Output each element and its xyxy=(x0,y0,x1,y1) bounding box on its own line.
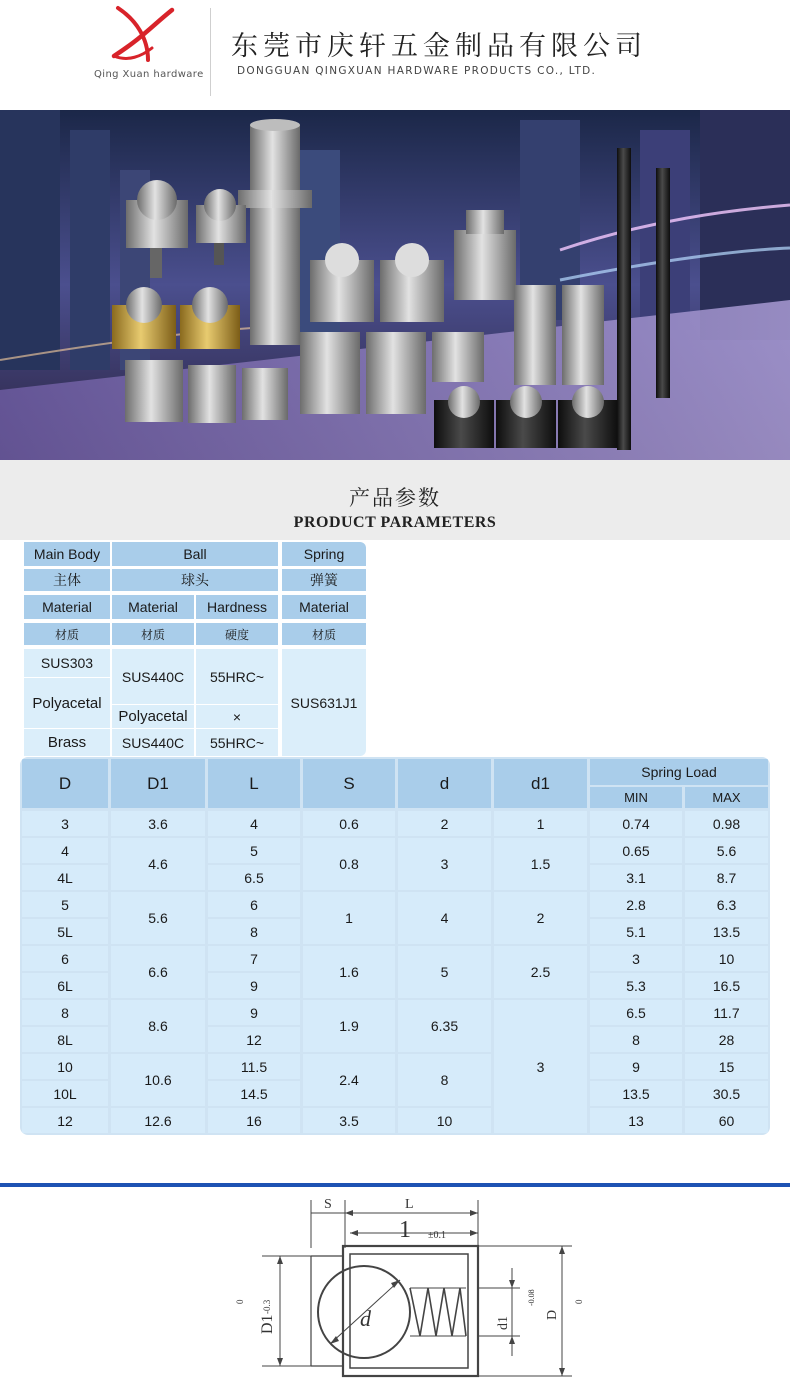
cell-d-4: 5L xyxy=(22,919,108,944)
cell-l-3: 6 xyxy=(208,892,300,917)
ball-hardness-1: 55HRC~ xyxy=(196,649,278,704)
cell-l-1: 5 xyxy=(208,838,300,863)
cell-d-6: 10 xyxy=(398,1108,491,1133)
cell-max-7: 11.7 xyxy=(685,1000,768,1025)
ball-material-2: Polyacetal xyxy=(112,705,194,728)
cell-s-6: 3.5 xyxy=(303,1108,395,1133)
cell-d-5: 8 xyxy=(398,1054,491,1106)
cell-min-8: 8 xyxy=(590,1027,682,1052)
cell-min-10: 13.5 xyxy=(590,1081,682,1106)
cell-min-5: 3 xyxy=(590,946,682,971)
cell-d-6: 6L xyxy=(22,973,108,998)
cell-min-11: 13 xyxy=(590,1108,682,1133)
section-title-en: PRODUCT PARAMETERS xyxy=(293,514,497,531)
technical-drawing xyxy=(0,1188,790,1392)
cell-d-0: 3 xyxy=(22,811,108,836)
page-header xyxy=(0,0,790,108)
cell-l-2: 6.5 xyxy=(208,865,300,890)
dim-d-label: d xyxy=(360,1306,371,1331)
cell-l-10: 14.5 xyxy=(208,1081,300,1106)
body-material-3: Brass xyxy=(24,729,110,756)
section-title-cn: 产品参数 xyxy=(349,486,441,510)
cell-min-6: 5.3 xyxy=(590,973,682,998)
col-header-spring-load: Spring Load xyxy=(590,759,768,785)
cell-d-9: 10 xyxy=(22,1054,108,1079)
cell-max-3: 6.3 xyxy=(685,892,768,917)
cell-l-0: 4 xyxy=(208,811,300,836)
ball-material-1: SUS440C xyxy=(112,649,194,704)
dim-l-tolerance: ±0.1 xyxy=(428,1230,446,1241)
cell-min-7: 6.5 xyxy=(590,1000,682,1025)
cell-d-0: 2 xyxy=(398,811,491,836)
cell-d-5: 6 xyxy=(22,946,108,971)
product-banner-image xyxy=(0,110,790,460)
section-title xyxy=(0,460,790,540)
spring-material-1: SUS631J1 xyxy=(282,649,366,756)
spring-material-header-cn: 材质 xyxy=(282,623,366,647)
cell-d1-6: 12.6 xyxy=(111,1108,205,1133)
cell-d1-1: 4.6 xyxy=(111,838,205,890)
cell-d-3: 5 xyxy=(22,892,108,917)
col-header-D: D xyxy=(22,759,108,808)
col-header-S: S xyxy=(303,759,395,808)
cell-d1-5: 10.6 xyxy=(111,1054,205,1106)
cell-l-6: 9 xyxy=(208,973,300,998)
ball-hardness-2: × xyxy=(196,705,278,728)
cell-min-0: 0.74 xyxy=(590,811,682,836)
cell-min-9: 9 xyxy=(590,1054,682,1079)
dim-d1-label: d1 xyxy=(496,1316,511,1330)
col-header-L: L xyxy=(208,759,300,808)
cell-max-9: 15 xyxy=(685,1054,768,1079)
ball-header-cn: 球头 xyxy=(112,569,278,593)
cell-max-1: 5.6 xyxy=(685,838,768,863)
dim-D1-tol-bot: -0.3 xyxy=(262,1299,272,1314)
col-header-d1: d1 xyxy=(494,759,587,808)
cell-max-2: 8.7 xyxy=(685,865,768,890)
cell-max-8: 28 xyxy=(685,1027,768,1052)
cell-d-4: 6.35 xyxy=(398,1000,491,1052)
dim-d1-tol: -0.08 xyxy=(527,1289,536,1306)
cell-d1-2: 2 xyxy=(494,892,587,944)
materials-table xyxy=(24,542,366,756)
main-body-header-en: Main Body xyxy=(24,542,110,568)
cell-l-9: 11.5 xyxy=(208,1054,300,1079)
cell-d-2: 4 xyxy=(398,892,491,944)
ball-material-header: Material xyxy=(112,595,194,621)
cell-d-1: 4 xyxy=(22,838,108,863)
spring-material-header: Material xyxy=(282,595,366,621)
ball-hardness-header-cn: 硬度 xyxy=(196,623,278,647)
cell-min-3: 2.8 xyxy=(590,892,682,917)
col-header-d: d xyxy=(398,759,491,808)
spring-header-en: Spring xyxy=(282,542,366,568)
ball-hardness-header: Hardness xyxy=(196,595,278,621)
dim-D-label: D xyxy=(545,1309,560,1320)
cell-s-5: 2.4 xyxy=(303,1054,395,1106)
section-divider xyxy=(0,1183,790,1187)
cell-s-4: 1.9 xyxy=(303,1000,395,1052)
ball-material-header-cn: 材质 xyxy=(112,623,194,647)
cell-l-5: 7 xyxy=(208,946,300,971)
main-body-header-cn: 主体 xyxy=(24,569,110,593)
body-material-2: Polyacetal xyxy=(24,678,110,728)
company-name-cn: 东莞市庆轩五金制品有限公司 xyxy=(231,31,647,62)
dim-L-label: L xyxy=(405,1197,414,1212)
cell-d1-0: 1 xyxy=(494,811,587,836)
cell-d-8: 8L xyxy=(22,1027,108,1052)
spring-header-cn: 弹簧 xyxy=(282,569,366,593)
cell-max-10: 30.5 xyxy=(685,1081,768,1106)
cell-min-2: 3.1 xyxy=(590,865,682,890)
cell-l-8: 12 xyxy=(208,1027,300,1052)
cell-max-6: 16.5 xyxy=(685,973,768,998)
ball-material-3: SUS440C xyxy=(112,729,194,756)
header-divider xyxy=(210,8,211,96)
dim-S-label: S xyxy=(324,1197,332,1212)
col-header-D1: D1 xyxy=(111,759,205,808)
cell-d-10: 10L xyxy=(22,1081,108,1106)
cell-d1-2: 5.6 xyxy=(111,892,205,944)
dim-D1-tol-top: 0 xyxy=(235,1299,245,1304)
ball-hardness-3: 55HRC~ xyxy=(196,729,278,756)
cell-max-4: 13.5 xyxy=(685,919,768,944)
col-header-max: MAX xyxy=(685,787,768,808)
cell-s-2: 1 xyxy=(303,892,395,944)
body-material-header: Material xyxy=(24,595,110,621)
col-header-min: MIN xyxy=(590,787,682,808)
cell-d-3: 5 xyxy=(398,946,491,998)
cell-d-1: 3 xyxy=(398,838,491,890)
cell-d1-1: 1.5 xyxy=(494,838,587,890)
cell-s-3: 1.6 xyxy=(303,946,395,998)
ball-header-en: Ball xyxy=(112,542,278,568)
cell-d1-3: 2.5 xyxy=(494,946,587,998)
cell-d-2: 4L xyxy=(22,865,108,890)
cell-min-1: 0.65 xyxy=(590,838,682,863)
cell-max-0: 0.98 xyxy=(685,811,768,836)
cell-d1-4: 3 xyxy=(494,1000,587,1133)
cell-max-5: 10 xyxy=(685,946,768,971)
cell-d1-4: 8.6 xyxy=(111,1000,205,1052)
dim-D1-label: D1 xyxy=(259,1314,276,1334)
cell-d-7: 8 xyxy=(22,1000,108,1025)
cell-d1-3: 6.6 xyxy=(111,946,205,998)
cell-l-11: 16 xyxy=(208,1108,300,1133)
body-material-1: SUS303 xyxy=(24,649,110,677)
body-material-header-cn: 材质 xyxy=(24,623,110,647)
dim-D-tol: 0 xyxy=(574,1299,584,1304)
company-name-en: DONGGUAN QINGXUAN HARDWARE PRODUCTS CO., LTD. xyxy=(237,65,597,77)
cell-l-7: 9 xyxy=(208,1000,300,1025)
cell-s-1: 0.8 xyxy=(303,838,395,890)
cell-l-4: 8 xyxy=(208,919,300,944)
qingxuan-logo xyxy=(108,4,178,70)
cell-min-4: 5.1 xyxy=(590,919,682,944)
cell-max-11: 60 xyxy=(685,1108,768,1133)
logo-caption: Qing Xuan hardware xyxy=(94,69,204,80)
cell-d-11: 12 xyxy=(22,1108,108,1133)
dimension-table xyxy=(20,757,770,1135)
dim-l-label: 1 xyxy=(399,1217,411,1243)
cell-d1-0: 3.6 xyxy=(111,811,205,836)
cell-s-0: 0.6 xyxy=(303,811,395,836)
